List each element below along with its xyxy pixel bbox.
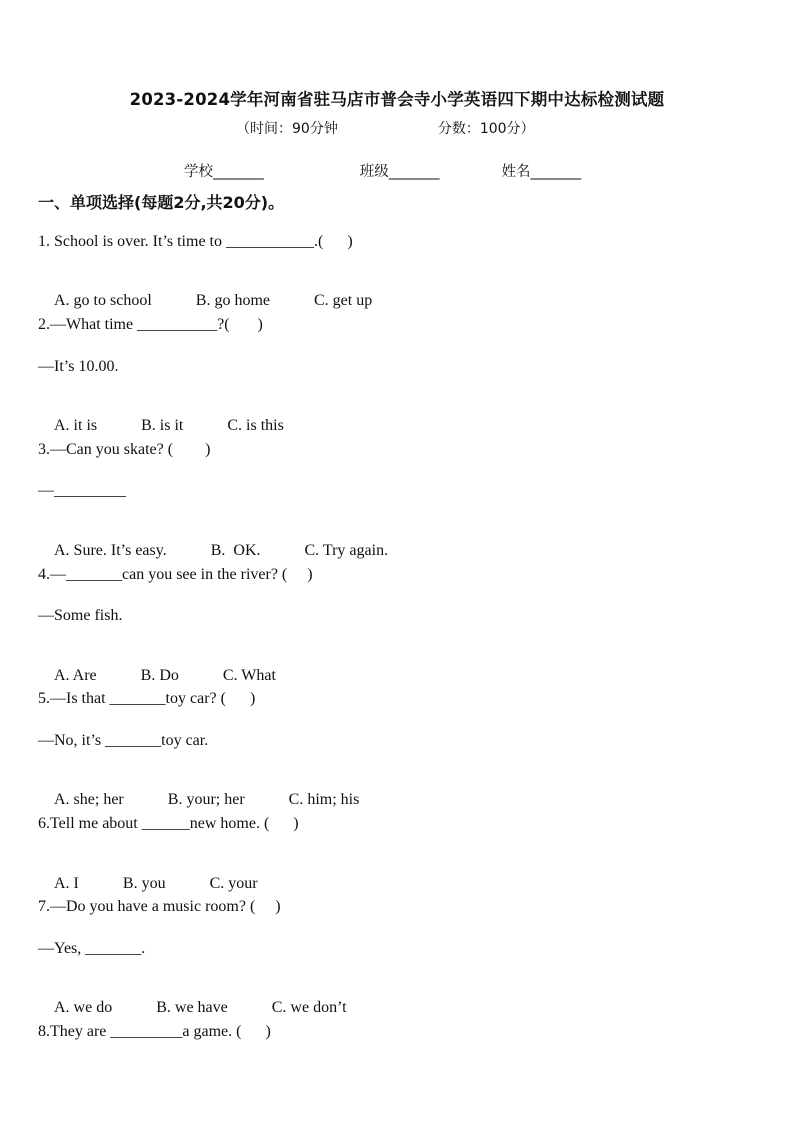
option-c[interactable]: C. is this (227, 417, 284, 434)
question-1-stem: 1. School is over. It’s time to ___________.( ) (38, 233, 353, 250)
page-title: 2023-2024学年河南省驻马店市普会寺小学英语四下期中达标检测试题 (129, 90, 665, 109)
option-c[interactable]: C. we don’t (271, 999, 347, 1016)
question-6-stem: 6.Tell me about ______new home. ( ) (38, 815, 299, 832)
option-a[interactable]: A. go to school (54, 292, 152, 309)
total-score: 分数：100分） (437, 121, 535, 137)
question-5-stem: 5.—Is that _______toy car? ( ) (38, 690, 256, 707)
option-b[interactable]: B. OK. (210, 542, 261, 559)
option-b[interactable]: B. your; her (167, 791, 245, 808)
option-c[interactable]: C. him; his (288, 791, 360, 808)
option-b[interactable]: B. is it (141, 417, 184, 434)
student-fields (184, 160, 581, 181)
option-b[interactable]: B. we have (156, 999, 228, 1016)
school-field[interactable]: 学校_______ (184, 164, 264, 180)
option-c[interactable]: C. get up (314, 292, 373, 309)
option-b[interactable]: B. Do (140, 667, 179, 684)
section-heading: 一、单项选择(每题2分,共20分)。 (38, 193, 285, 212)
question-7-reply: —Yes, _______. (38, 940, 146, 957)
option-c[interactable]: C. your (209, 875, 258, 892)
question-2-stem: 2.—What time __________?( ) (38, 316, 263, 333)
question-7-stem: 7.—Do you have a music room? ( ) (38, 898, 281, 915)
option-a[interactable]: A. it is (54, 417, 98, 434)
option-a[interactable]: A. I (54, 875, 79, 892)
question-4-reply: —Some fish. (38, 607, 123, 624)
option-a[interactable]: A. Are (54, 667, 97, 684)
question-3-reply: —_________ (38, 482, 126, 499)
question-3-stem: 3.—Can you skate? ( ) (38, 441, 211, 458)
question-4-stem: 4.—_______can you see in the river? ( ) (38, 566, 313, 583)
time-limit: （时间：90分钟 (236, 121, 338, 137)
question-5-reply: —No, it’s _______toy car. (38, 732, 209, 749)
exam-info (236, 118, 535, 138)
question-8-stem: 8.They are _________a game. ( ) (38, 1023, 271, 1040)
question-2-reply: —It’s 10.00. (38, 358, 119, 375)
option-a[interactable]: A. Sure. It’s easy. (54, 542, 167, 559)
option-b[interactable]: B. you (122, 875, 166, 892)
option-c[interactable]: C. What (222, 667, 276, 684)
option-b[interactable]: B. go home (195, 292, 270, 309)
option-c[interactable]: C. Try again. (304, 542, 389, 559)
option-a[interactable]: A. she; her (54, 791, 124, 808)
option-a[interactable]: A. we do (54, 999, 113, 1016)
class-field[interactable]: 班级_______ (359, 164, 440, 180)
name-field[interactable]: 姓名_______ (501, 164, 582, 180)
